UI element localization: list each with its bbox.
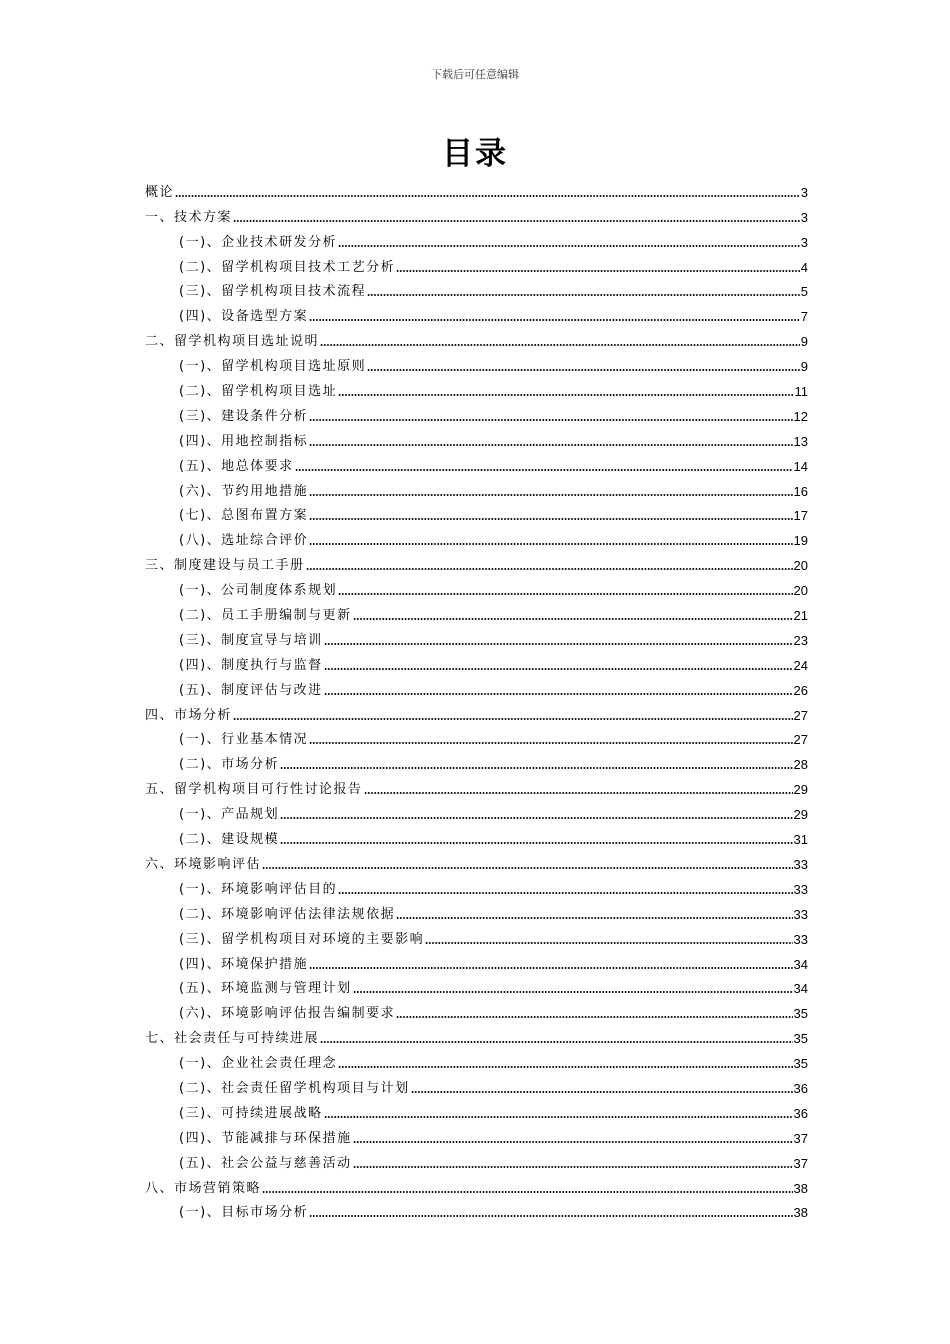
- toc-entry-page-number: 5: [800, 284, 808, 300]
- dot-leader: [309, 542, 792, 546]
- toc-entry-section[interactable]: [145, 276, 808, 301]
- toc-entry-label: (二)、社会责任留学机构项目与计划: [179, 1080, 410, 1096]
- toc-entry-chapter[interactable]: [145, 848, 808, 873]
- toc-entry-section[interactable]: [145, 1197, 808, 1222]
- toc-entry-label: (四)、环境保护措施: [179, 956, 309, 972]
- toc-entry-label: 三、制度建设与员工手册: [145, 558, 305, 574]
- toc-entry-section[interactable]: [145, 1072, 808, 1097]
- toc-entry-section[interactable]: [145, 724, 808, 749]
- toc-entry-section[interactable]: [145, 300, 808, 325]
- dot-leader: [324, 692, 793, 696]
- toc-entry-section[interactable]: [145, 500, 808, 525]
- dot-leader: [233, 717, 793, 721]
- toc-entry-label: (三)、留学机构项目对环境的主要影响: [179, 931, 425, 947]
- dot-leader: [324, 642, 793, 646]
- toc-entry-section[interactable]: [145, 375, 808, 400]
- dot-leader: [280, 766, 792, 770]
- toc-entry-page-number: 33: [793, 906, 808, 922]
- dot-leader: [411, 1090, 793, 1094]
- toc-entry-page-number: 36: [793, 1105, 808, 1121]
- toc-entry-section[interactable]: [145, 798, 808, 823]
- dot-leader: [309, 418, 792, 422]
- toc-entry-chapter[interactable]: [145, 773, 808, 798]
- dot-leader: [338, 244, 800, 248]
- toc-entry-chapter[interactable]: [145, 549, 808, 574]
- toc-entry-page-number: 26: [793, 682, 808, 698]
- toc-entry-label: (二)、环境影响评估法律法规依据: [179, 906, 396, 922]
- toc-entry-label: (一)、行业基本情况: [179, 732, 309, 748]
- dot-leader: [425, 941, 792, 945]
- toc-entry-section[interactable]: [145, 1147, 808, 1172]
- toc-entry-label: (一)、企业社会责任理念: [179, 1056, 338, 1072]
- toc-entry-page-number: 33: [793, 881, 808, 897]
- toc-entry-page-number: 33: [793, 931, 808, 947]
- toc-entry-page-number: 35: [793, 1006, 808, 1022]
- dot-leader: [338, 393, 793, 397]
- toc-entry-label: (二)、员工手册编制与更新: [179, 608, 352, 624]
- toc-entry-page-number: 38: [793, 1205, 808, 1221]
- toc-entry-label: (六)、环境影响评估报告编制要求: [179, 1006, 396, 1022]
- toc-entry-label: (五)、社会公益与慈善活动: [179, 1155, 352, 1171]
- toc-entry-page-number: 12: [793, 408, 808, 424]
- toc-entry-label: (五)、地总体要求: [179, 458, 294, 474]
- toc-entry-label: (一)、企业技术研发分析: [179, 234, 338, 250]
- toc-entry-label: (五)、环境监测与管理计划: [179, 981, 352, 997]
- toc-entry-page-number: 9: [800, 359, 808, 375]
- page-header: 下载后可任意编辑: [431, 68, 519, 81]
- toc-entry-section[interactable]: [145, 425, 808, 450]
- toc-entry-page-number: 31: [793, 832, 808, 848]
- toc-entry-label: (一)、产品规划: [179, 807, 280, 823]
- toc-entry-page-number: 13: [793, 433, 808, 449]
- toc-entry-section[interactable]: [145, 624, 808, 649]
- toc-entry-page-number: 16: [793, 483, 808, 499]
- toc-entry-chapter[interactable]: [145, 201, 808, 226]
- dot-leader: [309, 1214, 792, 1218]
- toc-entry-label: (三)、制度宣导与培训: [179, 632, 323, 648]
- dot-leader: [309, 443, 792, 447]
- toc-entry-section[interactable]: [145, 923, 808, 948]
- toc-entry-label: (二)、建设规模: [179, 832, 280, 848]
- dot-leader: [309, 741, 792, 745]
- toc-entry-label: (六)、节约用地措施: [179, 483, 309, 499]
- toc-entry-page-number: 17: [793, 508, 808, 524]
- toc-entry-label: (四)、节能减排与环保措施: [179, 1130, 352, 1146]
- toc-entry-label: 概论: [145, 184, 175, 200]
- dot-leader: [338, 1065, 792, 1069]
- dot-leader: [367, 368, 800, 372]
- toc-entry-label: (四)、设备选型方案: [179, 309, 309, 325]
- toc-entry-section[interactable]: [145, 574, 808, 599]
- toc-entry-label: (二)、留学机构项目技术工艺分析: [179, 259, 396, 275]
- toc-entry-section[interactable]: [145, 674, 808, 699]
- dot-leader: [396, 916, 792, 920]
- dot-leader: [353, 990, 793, 994]
- dot-leader: [175, 194, 800, 198]
- toc-entry-page-number: 37: [793, 1130, 808, 1146]
- table-of-contents: [145, 176, 808, 1221]
- dot-leader: [309, 517, 792, 521]
- toc-entry-page-number: 34: [793, 956, 808, 972]
- toc-entry-section[interactable]: [145, 973, 808, 998]
- dot-leader: [309, 318, 800, 322]
- toc-entry-label: 二、留学机构项目选址说明: [145, 334, 320, 350]
- toc-entry-chapter[interactable]: [145, 325, 808, 350]
- toc-entry-label: 四、市场分析: [145, 707, 233, 723]
- toc-entry-label: 八、市场营销策略: [145, 1180, 262, 1196]
- toc-entry-page-number: 33: [793, 856, 808, 872]
- toc-entry-section[interactable]: [145, 524, 808, 549]
- toc-entry-section[interactable]: [145, 898, 808, 923]
- dot-leader: [324, 1115, 793, 1119]
- toc-entry-page-number: 21: [793, 608, 808, 624]
- toc-entry-label: 六、环境影响评估: [145, 856, 262, 872]
- toc-entry-label: (一)、公司制度体系规划: [179, 583, 338, 599]
- toc-entry-page-number: 20: [793, 558, 808, 574]
- toc-entry-section[interactable]: [145, 226, 808, 251]
- toc-entry-label: (二)、留学机构项目选址: [179, 384, 338, 400]
- dot-leader: [353, 1165, 793, 1169]
- toc-entry-chapter[interactable]: [145, 699, 808, 724]
- toc-entry-label: (二)、市场分析: [179, 757, 280, 773]
- dot-leader: [324, 667, 793, 671]
- toc-entry-page-number: 3: [800, 209, 808, 225]
- toc-entry-page-number: 29: [793, 782, 808, 798]
- toc-entry-label: (三)、留学机构项目技术流程: [179, 284, 367, 300]
- dot-leader: [262, 866, 793, 870]
- toc-entry-section[interactable]: [145, 350, 808, 375]
- toc-entry-page-number: 27: [793, 732, 808, 748]
- toc-entry-label: (五)、制度评估与改进: [179, 682, 323, 698]
- toc-entry-label: (一)、留学机构项目选址原则: [179, 359, 367, 375]
- toc-entry-label: 五、留学机构项目可行性讨论报告: [145, 782, 363, 798]
- toc-entry-page-number: 4: [800, 259, 808, 275]
- toc-entry-page-number: 23: [793, 632, 808, 648]
- toc-entry-page-number: 11: [794, 384, 808, 400]
- toc-entry-page-number: 35: [793, 1031, 808, 1047]
- toc-entry-section[interactable]: [145, 873, 808, 898]
- dot-leader: [364, 791, 793, 795]
- toc-entry-section[interactable]: [145, 400, 808, 425]
- toc-entry-section[interactable]: [145, 748, 808, 773]
- toc-title: 目录: [442, 136, 508, 172]
- dot-leader: [353, 617, 793, 621]
- toc-entry-section[interactable]: [145, 1097, 808, 1122]
- toc-entry-label: (一)、环境影响评估目的: [179, 881, 338, 897]
- dot-leader: [309, 493, 792, 497]
- toc-entry-page-number: 7: [800, 309, 808, 325]
- toc-entry-page-number: 38: [793, 1180, 808, 1196]
- dot-leader: [295, 468, 793, 472]
- dot-leader: [280, 841, 792, 845]
- toc-entry-label: (三)、建设条件分析: [179, 408, 309, 424]
- toc-entry-section[interactable]: [145, 599, 808, 624]
- toc-entry-page-number: 36: [793, 1080, 808, 1096]
- toc-entry-page-number: 20: [793, 583, 808, 599]
- toc-entry-page-number: 3: [800, 234, 808, 250]
- dot-leader: [353, 1140, 793, 1144]
- toc-entry-label: (一)、目标市场分析: [179, 1205, 309, 1221]
- toc-entry-section[interactable]: [145, 948, 808, 973]
- toc-entry-page-number: 27: [793, 707, 808, 723]
- dot-leader: [306, 567, 793, 571]
- dot-leader: [367, 293, 800, 297]
- toc-entry-chapter[interactable]: [145, 176, 808, 201]
- toc-entry-section[interactable]: [145, 649, 808, 674]
- toc-entry-page-number: 29: [793, 807, 808, 823]
- toc-entry-page-number: 24: [793, 657, 808, 673]
- dot-leader: [280, 816, 792, 820]
- toc-entry-page-number: 19: [793, 533, 808, 549]
- dot-leader: [396, 269, 800, 273]
- toc-entry-section[interactable]: [145, 1122, 808, 1147]
- toc-entry-page-number: 14: [793, 458, 808, 474]
- dot-leader: [338, 891, 792, 895]
- toc-entry-label: 七、社会责任与可持续进展: [145, 1031, 320, 1047]
- toc-entry-label: (八)、选址综合评价: [179, 533, 309, 549]
- dot-leader: [320, 343, 800, 347]
- toc-entry-label: 一、技术方案: [145, 209, 233, 225]
- toc-entry-section[interactable]: [145, 823, 808, 848]
- toc-entry-label: (四)、制度执行与监督: [179, 657, 323, 673]
- toc-entry-page-number: 35: [793, 1056, 808, 1072]
- toc-entry-page-number: 37: [793, 1155, 808, 1171]
- toc-entry-section[interactable]: [145, 450, 808, 475]
- toc-entry-chapter[interactable]: [145, 1022, 808, 1047]
- dot-leader: [396, 1015, 792, 1019]
- toc-entry-section[interactable]: [145, 1047, 808, 1072]
- dot-leader: [309, 966, 792, 970]
- toc-entry-section[interactable]: [145, 997, 808, 1022]
- toc-entry-section[interactable]: [145, 251, 808, 276]
- toc-entry-label: (三)、可持续进展战略: [179, 1105, 323, 1121]
- dot-leader: [338, 592, 792, 596]
- dot-leader: [320, 1040, 793, 1044]
- toc-entry-label: (四)、用地控制指标: [179, 433, 309, 449]
- toc-entry-chapter[interactable]: [145, 1172, 808, 1197]
- toc-entry-page-number: 9: [800, 334, 808, 350]
- toc-entry-label: (七)、总图布置方案: [179, 508, 309, 524]
- toc-entry-page-number: 34: [793, 981, 808, 997]
- dot-leader: [262, 1190, 793, 1194]
- dot-leader: [233, 219, 800, 223]
- toc-entry-section[interactable]: [145, 475, 808, 500]
- toc-entry-page-number: 28: [793, 757, 808, 773]
- toc-entry-page-number: 3: [800, 184, 808, 200]
